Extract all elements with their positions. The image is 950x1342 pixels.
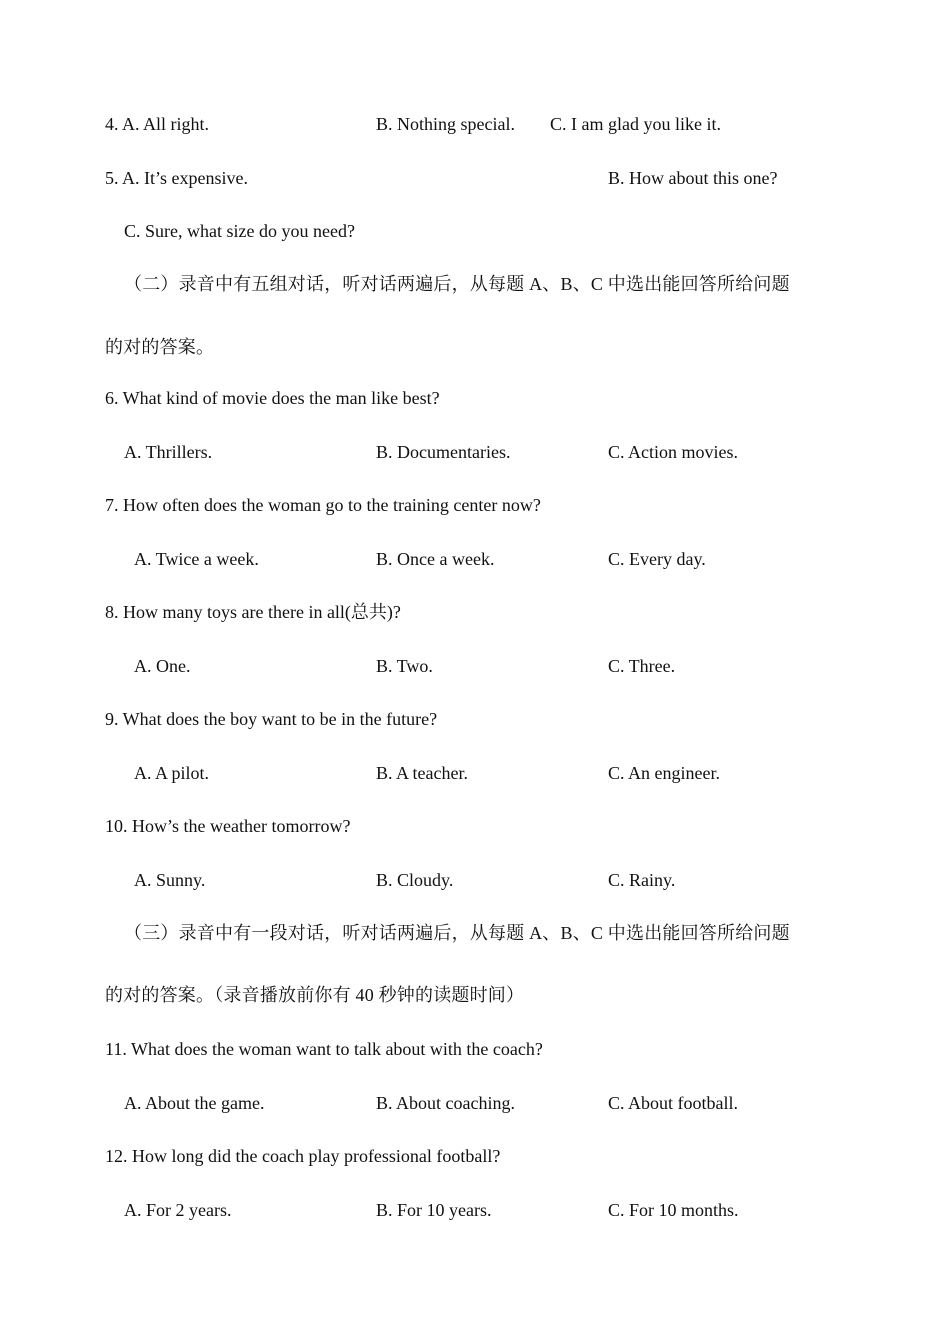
question-11-option-c: C. About football. — [608, 1093, 738, 1113]
question-4-option-a: 4. A. All right. — [105, 114, 210, 134]
question-6-option-b: B. Documentaries. — [376, 442, 511, 462]
question-5-option-a: 5. A. It’s expensive. — [105, 168, 248, 188]
question-12-option-c: C. For 10 months. — [608, 1200, 739, 1220]
question-12-option-b: B. For 10 years. — [376, 1200, 492, 1220]
question-9-stem: 9. What does the boy want to be in the future? — [105, 709, 438, 729]
question-11-stem: 11. What does the woman want to talk about with the coach? — [105, 1039, 543, 1059]
section-2-instruction-line-2: 的对的答案。 — [105, 337, 215, 357]
question-7-option-b: B. Once a week. — [376, 549, 495, 569]
question-8-option-a: A. One. — [134, 656, 191, 676]
question-11-option-a: A. About the game. — [124, 1093, 265, 1113]
question-10-option-a: A. Sunny. — [134, 870, 206, 890]
question-6-option-c: C. Action movies. — [608, 442, 738, 462]
question-7-stem: 7. How often does the woman go to the training center now? — [105, 495, 541, 515]
question-6-stem: 6. What kind of movie does the man like best? — [105, 388, 440, 408]
question-5-option-c: C. Sure, what size do you need? — [124, 221, 355, 241]
question-10-stem: 10. How’s the weather tomorrow? — [105, 816, 351, 836]
section-3-instruction-line-1: （三）录音中有一段对话，听对话两遍后，从每题 A、B、C 中选出能回答所给问题 — [124, 923, 790, 943]
question-6-option-a: A. Thrillers. — [124, 442, 213, 462]
question-11-option-b: B. About coaching. — [376, 1093, 515, 1113]
question-7-option-c: C. Every day. — [608, 549, 706, 569]
section-3-instruction-line-2: 的对的答案。（录音播放前你有 40 秒钟的读题时间） — [105, 985, 525, 1005]
question-4-option-b: B. Nothing special. — [376, 114, 515, 134]
question-4-option-c: C. I am glad you like it. — [550, 114, 721, 134]
question-9-option-c: C. An engineer. — [608, 763, 720, 783]
question-8-option-b: B. Two. — [376, 656, 433, 676]
question-9-option-a: A. A pilot. — [134, 763, 210, 783]
question-8-option-c: C. Three. — [608, 656, 676, 676]
question-7-option-a: A. Twice a week. — [134, 549, 259, 569]
question-9-option-b: B. A teacher. — [376, 763, 468, 783]
question-12-option-a: A. For 2 years. — [124, 1200, 232, 1220]
question-10-option-c: C. Rainy. — [608, 870, 676, 890]
section-2-instruction-line-1: （二）录音中有五组对话，听对话两遍后，从每题 A、B、C 中选出能回答所给问题 — [124, 274, 790, 294]
question-10-option-b: B. Cloudy. — [376, 870, 454, 890]
question-12-stem: 12. How long did the coach play professional football? — [105, 1146, 501, 1166]
question-5-option-b: B. How about this one? — [608, 168, 778, 188]
question-8-stem: 8. How many toys are there in all(总共)? — [105, 602, 401, 622]
